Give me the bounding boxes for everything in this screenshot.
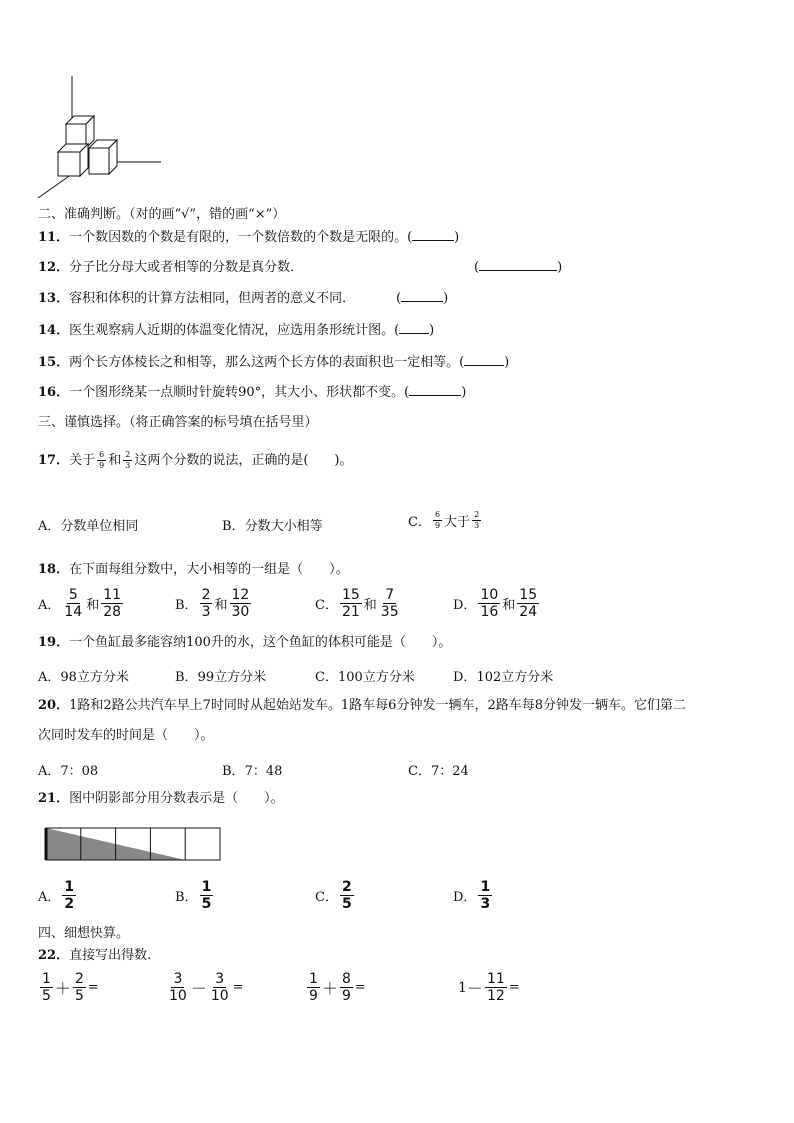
option-a[interactable]: A．7：08: [38, 764, 99, 779]
fraction: $\frac{2}{5}$: [341, 879, 352, 912]
section-title-choice: 三、谨慎选择。（将正确答案的标号填在括号里）: [38, 415, 318, 430]
fraction: $\frac{3}{10}$: [169, 971, 187, 1004]
option-d[interactable]: D．102立方分米: [453, 670, 554, 685]
fraction: $\frac{2}{3}$: [201, 587, 211, 620]
question-number: 18．: [38, 562, 70, 577]
question-text: 一个鱼缸最多能容纳100升的水，这个鱼缸的体积可能是（ ）。: [69, 635, 452, 650]
question-text: 医生观察病人近期的体温变化情况，应选用条形统计图。(: [69, 323, 400, 338]
fraction: $\frac{2}{3}$: [125, 450, 131, 470]
question-number: 16．: [38, 385, 70, 400]
fraction: $\frac{15}{21}$: [341, 587, 360, 620]
and-word: 和: [108, 452, 122, 468]
question-13: [38, 291, 355, 307]
question-20-line2: [38, 728, 214, 744]
question-18: [38, 562, 349, 578]
question-number: 22．: [38, 948, 70, 963]
question-number: 20．: [38, 698, 70, 713]
fraction: $\frac{8}{9}$: [341, 971, 351, 1004]
fraction: $\frac{1}{9}$: [309, 971, 318, 1004]
question-11: [38, 230, 459, 246]
fraction: $\frac{2}{3}$: [474, 510, 480, 530]
paren-close: ): [557, 260, 563, 275]
question-text: 一个图形绕某一点顺时针旋转90°，其大小、形状都不变。(: [69, 385, 410, 400]
option-b[interactable]: B． $\frac{1}{5}$: [175, 879, 212, 912]
question-19: [38, 635, 451, 651]
paren-close: ): [504, 355, 510, 370]
fraction: $\frac{1}{5}$: [42, 971, 51, 1004]
question-text: 两个长方体棱长之和相等，那么这两个长方体的表面积也一定相等。(: [69, 355, 465, 370]
option-c[interactable]: C．7：24: [408, 764, 469, 779]
answer-blank[interactable]: [479, 260, 557, 271]
fraction: $\frac{12}{30}$: [231, 587, 250, 620]
expression-3: $\frac{1}{9}$ ＋ $\frac{8}{9}$ =: [309, 971, 366, 1004]
answer-blank[interactable]: [464, 355, 504, 366]
section-title-calc: 四、细想快算。: [38, 926, 130, 941]
fraction: $\frac{6}{9}$: [434, 510, 441, 530]
cube-figure: [36, 74, 166, 200]
fraction: $\frac{10}{16}$: [480, 587, 499, 620]
answer-blank[interactable]: [401, 291, 443, 302]
paren-open: (: [474, 260, 480, 275]
shaded-bar-figure: [44, 826, 222, 862]
question-text: 图中阴影部分用分数表示是（ ）。: [69, 791, 284, 806]
question-number: 15．: [38, 355, 70, 370]
fraction: $\frac{1}{3}$: [480, 879, 491, 912]
question-text-pre: 关于: [69, 452, 96, 468]
question-text: 一个数因数的个数是有限的，一个数倍数的个数是无限的。(: [69, 230, 413, 245]
fraction: $\frac{15}{24}$: [519, 587, 538, 620]
question-text: 在下面每组分数中，大小相等的一组是（ ）。: [69, 562, 349, 577]
option-d[interactable]: D． $\frac{10}{16}$ 和 $\frac{15}{24}$: [453, 587, 538, 620]
option-a[interactable]: A．分数单位相同: [38, 519, 139, 534]
question-12: [38, 260, 303, 276]
option-c[interactable]: C． $\frac{2}{5}$: [315, 879, 352, 912]
question-22: [38, 948, 151, 964]
question-number: 21．: [38, 791, 70, 806]
question-14: [38, 323, 434, 339]
option-a[interactable]: A．98立方分米: [38, 670, 129, 685]
option-c[interactable]: C． $\frac{6}{9}$ 大于 $\frac{2}{3}$: [408, 510, 480, 530]
paren-close: ): [461, 385, 467, 400]
question-12-answer: [474, 260, 562, 276]
question-20: [38, 698, 686, 714]
paren-close: ): [454, 230, 460, 245]
option-a[interactable]: A． $\frac{5}{14}$ 和 $\frac{11}{28}$: [38, 587, 122, 620]
section-title-judgment: 二、准确判断。（对的画“√”，错的画“×”）: [38, 207, 286, 222]
question-13-answer: [396, 291, 448, 307]
paren-close: ): [429, 323, 435, 338]
question-text: 容积和体积的计算方法相同，但两者的意义不同．: [69, 291, 356, 306]
question-number: 19．: [38, 635, 70, 650]
expression-4: 1 － $\frac{11}{12}$ =: [458, 971, 520, 1004]
answer-blank[interactable]: [409, 385, 461, 396]
answer-blank[interactable]: [412, 230, 454, 241]
fraction: $\frac{1}{2}$: [64, 879, 75, 912]
option-a[interactable]: A． $\frac{1}{2}$: [38, 879, 75, 912]
question-number: 14．: [38, 323, 70, 338]
question-17: [38, 451, 352, 470]
question-15: [38, 355, 509, 371]
fraction: $\frac{5}{14}$: [64, 587, 83, 620]
option-b[interactable]: B． $\frac{2}{3}$ 和 $\frac{12}{30}$: [175, 587, 250, 620]
answer-blank[interactable]: [399, 323, 429, 334]
expression-2: $\frac{3}{10}$ － $\frac{3}{10}$ =: [169, 971, 244, 1004]
paren-close: ): [443, 291, 449, 306]
question-number: 13．: [38, 291, 70, 306]
question-16: [38, 385, 466, 401]
fraction: $\frac{3}{10}$: [210, 971, 229, 1004]
fraction: $\frac{6}{9}$: [99, 450, 105, 470]
option-c[interactable]: C．100立方分米: [315, 670, 415, 685]
question-number: 12．: [38, 260, 70, 275]
question-number: 11．: [38, 230, 70, 245]
option-c[interactable]: C． $\frac{15}{21}$ 和 $\frac{7}{35}$: [315, 587, 399, 620]
paren-open: (: [396, 291, 402, 306]
expression-1: $\frac{1}{5}$ ＋ $\frac{2}{5}$ =: [42, 971, 99, 1004]
fraction: $\frac{2}{5}$: [74, 971, 84, 1004]
question-text: 分子比分母大或者相等的分数是真分数．: [69, 260, 304, 275]
question-21: [38, 791, 284, 807]
fraction: $\frac{1}{5}$: [201, 879, 212, 912]
option-b[interactable]: B．99立方分米: [175, 670, 267, 685]
question-text-line1: 1路和2路公共汽车早上7时同时从起始站发车。1路车每6分钟发一辆车，2路车每8分钟发一辆车。它们第二: [69, 698, 686, 713]
option-b[interactable]: B．7：48: [222, 764, 283, 779]
fraction: $\frac{11}{12}$: [486, 971, 505, 1004]
fraction: $\frac{7}{35}$: [380, 587, 399, 620]
option-d[interactable]: D． $\frac{1}{3}$: [453, 879, 491, 912]
fraction: $\frac{11}{28}$: [103, 587, 122, 620]
question-text-post: 这两个分数的说法，正确的是( )。: [134, 452, 353, 468]
option-b[interactable]: B．分数大小相等: [222, 519, 323, 534]
question-text: 直接写出得数.: [69, 948, 152, 963]
question-text-line2: 次同时发车的时间是（ ）。: [38, 728, 214, 743]
question-number: 17．: [38, 452, 70, 468]
